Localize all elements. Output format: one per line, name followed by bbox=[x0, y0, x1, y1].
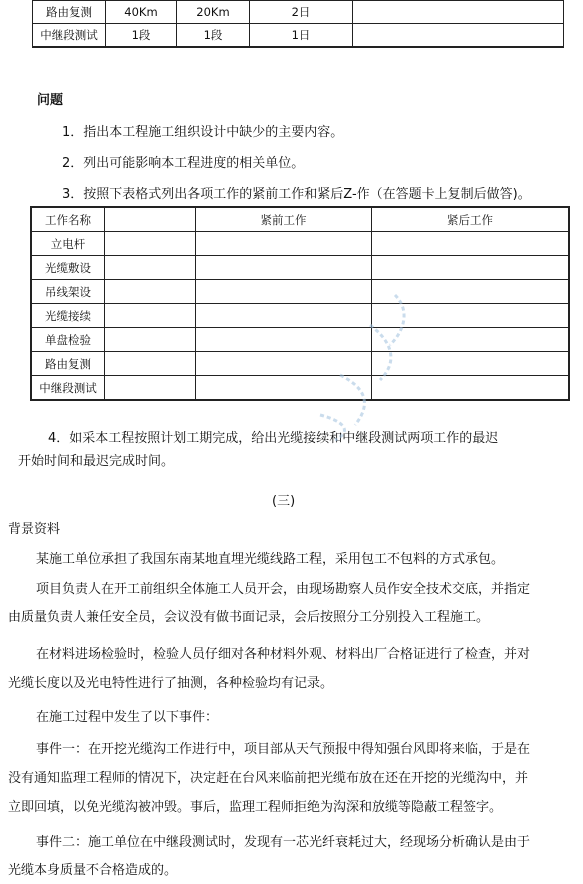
table-cell: 路由复测 bbox=[33, 1, 106, 24]
question-3: 3．按照下表格式列出各项工作的紧前工作和紧后Z-作（在答题卡上复制后做答)。 bbox=[62, 187, 531, 202]
table-cell bbox=[372, 232, 570, 256]
table-cell bbox=[196, 328, 372, 352]
table-cell bbox=[372, 352, 570, 376]
table-cell bbox=[372, 256, 570, 280]
question-4-line-2: 开始时间和最迟完成时间。 bbox=[18, 454, 175, 469]
work-table bbox=[30, 206, 570, 401]
table-cell: 吊线架设 bbox=[31, 280, 105, 304]
table-cell: 1段 bbox=[106, 24, 177, 48]
table-cell bbox=[105, 280, 196, 304]
table-row bbox=[33, 24, 564, 48]
table-cell: 中继段测试 bbox=[31, 376, 105, 401]
question-4-line-1: 4．如采本工程按照计划工期完成，给出光缆接续和中继段测试两项工作的最迟 bbox=[48, 431, 499, 446]
paragraph-4: 在施工过程中发生了以下事件： bbox=[36, 710, 219, 725]
table-cell bbox=[105, 256, 196, 280]
column-header: 工作名称 bbox=[31, 207, 105, 232]
event-2-line-1: 事件二：施工单位在中继段测试时，发现有一芯光纤衰耗过大，经现场分析确认是由于 bbox=[36, 835, 531, 850]
table-cell bbox=[372, 304, 570, 328]
paragraph-2-line-2: 由质量负责人兼任安全员，会议没有做书面记录，会后按照分工分别投入工程施工。 bbox=[8, 610, 490, 625]
table-cell bbox=[353, 1, 564, 24]
background-heading: 背景资料 bbox=[8, 522, 61, 537]
paragraph-2-line-1: 项目负责人在开工前组织全体施工人员开会，由现场勘察人员作安全技术交底，并指定 bbox=[36, 582, 531, 597]
event-1-line-2: 没有通知监理工程师的情况下，决定赶在台风来临前把光缆布放在还在开挖的光缆沟中，并 bbox=[8, 771, 529, 786]
table-cell bbox=[105, 328, 196, 352]
table-cell bbox=[105, 232, 196, 256]
paragraph-1: 某施工单位承担了我国东南某地直埋光缆线路工程，采用包工不包料的方式承包。 bbox=[36, 552, 505, 567]
questions-heading: 问题 bbox=[37, 93, 64, 108]
event-1-line-1: 事件一：在开挖光缆沟工作进行中，项目部从天气预报中得知强台风即将来临，于是在 bbox=[36, 742, 531, 757]
question-2: 2．列出可能影响本工程进度的相关单位。 bbox=[62, 156, 305, 171]
table-cell: 单盘检验 bbox=[31, 328, 105, 352]
section-title: (三) bbox=[272, 494, 296, 509]
table-cell: 40Km bbox=[106, 1, 177, 24]
event-1-line-3: 立即回填，以免光缆沟被冲毁。事后，监理工程师拒绝为沟深和放缆等隐蔽工程签字。 bbox=[8, 800, 503, 815]
table-cell: 20Km bbox=[177, 1, 250, 24]
table-row bbox=[31, 376, 569, 401]
paragraph-3-line-1: 在材料进场检验时，检验人员仔细对各种材料外观、材料出厂合格证进行了检查，并对 bbox=[36, 647, 531, 662]
column-header: 紧前工作 bbox=[196, 207, 372, 232]
table-row bbox=[33, 1, 564, 24]
table-cell bbox=[105, 304, 196, 328]
column-header: 紧后工作 bbox=[372, 207, 570, 232]
column-header bbox=[105, 207, 196, 232]
event-2-line-2: 光缆本身质量不合格造成的。 bbox=[8, 863, 178, 878]
table-cell bbox=[105, 352, 196, 376]
table-cell bbox=[372, 376, 570, 401]
table-row bbox=[31, 352, 569, 376]
table-cell bbox=[196, 280, 372, 304]
table-row bbox=[31, 280, 569, 304]
table-cell bbox=[196, 376, 372, 401]
table-cell: 2日 bbox=[250, 1, 353, 24]
table-cell bbox=[105, 376, 196, 401]
question-1: 1．指出本工程施工组织设计中缺少的主要内容。 bbox=[62, 125, 344, 140]
table-row bbox=[31, 304, 569, 328]
table-cell bbox=[353, 24, 564, 48]
table-cell: 光缆敷设 bbox=[31, 256, 105, 280]
paragraph-3-line-2: 光缆长度以及光电特性进行了抽测，各种检验均有记录。 bbox=[8, 676, 334, 691]
table-cell: 光缆接续 bbox=[31, 304, 105, 328]
table-cell bbox=[372, 328, 570, 352]
table-cell: 1段 bbox=[177, 24, 250, 48]
table-cell bbox=[196, 232, 372, 256]
top-table bbox=[32, 0, 564, 48]
table-row bbox=[31, 328, 569, 352]
table-cell: 中继段测试 bbox=[33, 24, 106, 48]
table-cell bbox=[372, 280, 570, 304]
table-header-row bbox=[31, 207, 569, 232]
table-cell bbox=[196, 304, 372, 328]
table-cell bbox=[196, 256, 372, 280]
table-cell: 立电杆 bbox=[31, 232, 105, 256]
table-cell: 1日 bbox=[250, 24, 353, 48]
table-row bbox=[31, 232, 569, 256]
table-cell bbox=[196, 352, 372, 376]
table-row bbox=[31, 256, 569, 280]
table-cell: 路由复测 bbox=[31, 352, 105, 376]
